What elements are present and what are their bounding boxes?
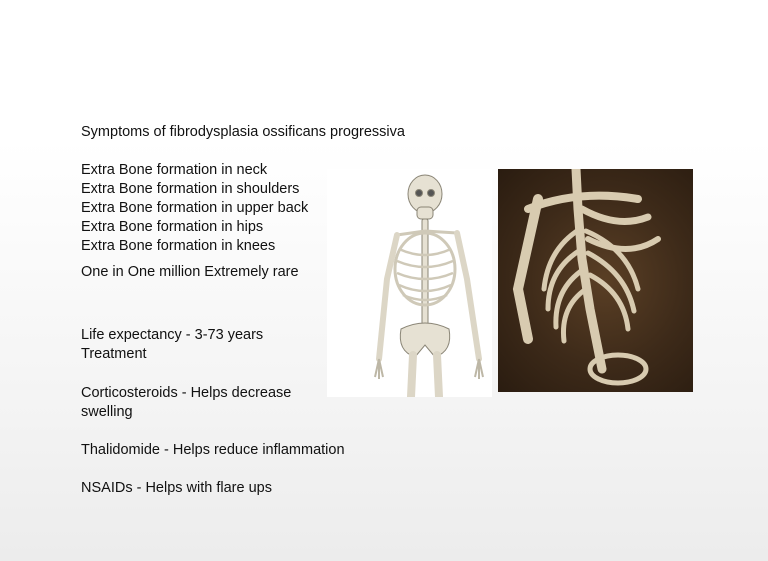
life-expectancy-text: Life expectancy - 3-73 years bbox=[81, 327, 264, 343]
corticosteroids-text: Corticosteroids - Helps decrease swelling bbox=[81, 385, 292, 420]
symptom-item: Extra Bone formation in neck bbox=[81, 162, 268, 178]
ct-scan-image bbox=[498, 169, 693, 392]
ct-scan-bone-icon bbox=[498, 169, 693, 392]
symptom-item: Extra Bone formation in knees bbox=[81, 238, 276, 254]
symptom-item: Extra Bone formation in upper back bbox=[81, 200, 309, 216]
rarity-text: One in One million Extremely rare bbox=[81, 264, 299, 280]
thalidomide-text: Thalidomide - Helps reduce inflammation bbox=[81, 442, 345, 458]
life-expectancy-block bbox=[81, 326, 263, 364]
symptom-item: Extra Bone formation in hips bbox=[81, 219, 264, 235]
nsaids-text: NSAIDs - Helps with flare ups bbox=[81, 480, 272, 496]
symptom-item: Extra Bone formation in shoulders bbox=[81, 181, 300, 197]
symptom-list bbox=[81, 161, 308, 256]
skeleton-image bbox=[327, 169, 492, 397]
slide-title: Symptoms of fibrodysplasia ossificans progressiva bbox=[81, 124, 405, 140]
treatment-heading: Treatment bbox=[81, 346, 147, 362]
human-skeleton-icon bbox=[327, 169, 492, 397]
